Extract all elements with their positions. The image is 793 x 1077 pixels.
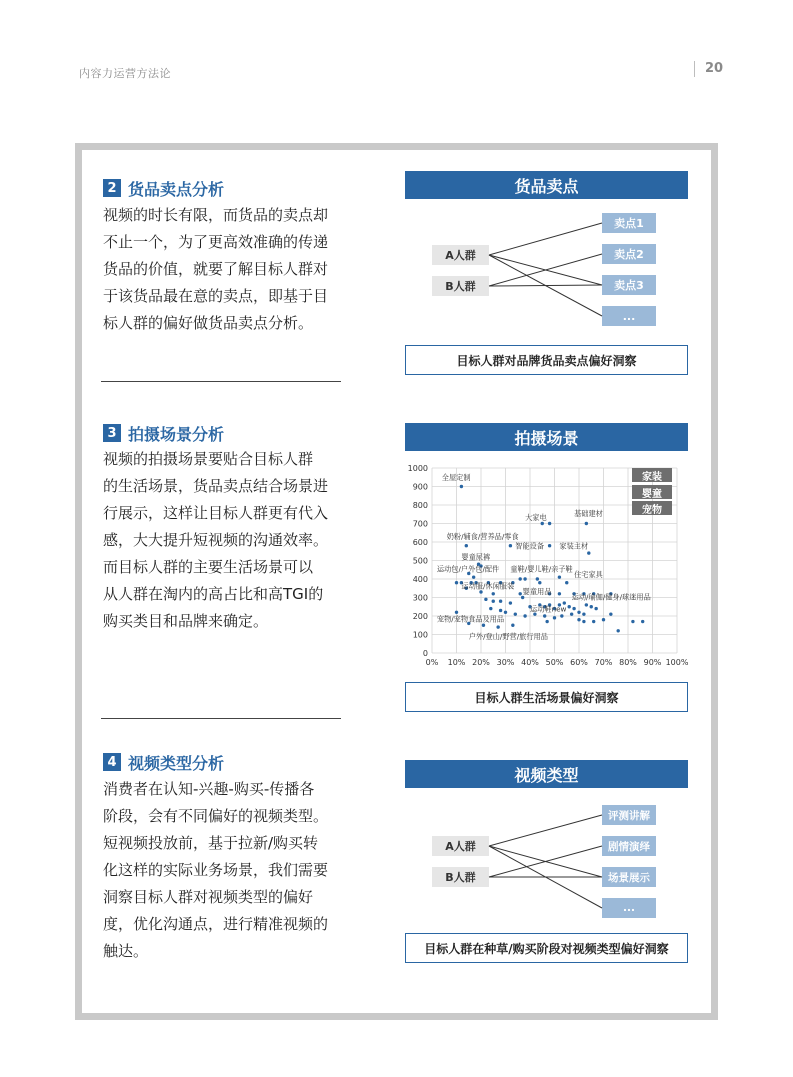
group-b-box: B人群 (432, 276, 489, 296)
body-line: 货品的价值，就要了解目标人群对 (103, 260, 329, 278)
scatter-point (582, 620, 585, 623)
body-line: 从人群在淘内的高占比和高TGI的 (103, 585, 324, 603)
y-tick-label: 400 (412, 575, 428, 584)
body-line: 行展示，这样让目标人群更有代入 (103, 504, 329, 522)
category-label: 智能设备 (515, 541, 545, 551)
scatter-point (609, 612, 612, 615)
scatter-point (558, 592, 561, 595)
body-line: 触达。 (103, 942, 149, 960)
video-type-scene-box: 场景展示 (602, 867, 656, 887)
category-label: 婴童尿裤 (461, 552, 491, 562)
scatter-point (496, 625, 499, 628)
scatter-point (484, 598, 487, 601)
scatter-point (472, 575, 475, 578)
category-label: 奶粉/辅食/营养品/零食 (446, 532, 519, 542)
scatter-point (558, 575, 561, 578)
category-label: 全屋定制 (441, 473, 471, 483)
page-number: 20 (694, 61, 723, 77)
y-tick-label: 600 (412, 538, 428, 547)
category-label: 婴童用品 (522, 586, 552, 596)
x-tick-label: 40% (521, 658, 539, 667)
scene-caption: 目标人群生活场景偏好洞察 (405, 682, 688, 712)
scatter-point (521, 596, 524, 599)
selling-point-1-box: 卖点1 (602, 213, 656, 233)
y-tick-label: 700 (412, 519, 428, 529)
scatter-point (499, 600, 502, 603)
x-tick-label: 90% (643, 658, 662, 667)
category-label: 运动鞋new (530, 604, 567, 614)
body-line: 感，大大提升短视频的沟通效率。 (103, 531, 329, 549)
scatter-point (572, 607, 575, 610)
x-tick-label: 30% (496, 658, 515, 667)
category-label: 宠物/宠物食品及用品 (436, 614, 505, 624)
scatter-point (582, 612, 585, 615)
x-tick-label: 50% (545, 658, 564, 667)
scatter-point (455, 611, 458, 614)
scatter-point (489, 607, 492, 610)
body-line: 消费者在认知-兴趣-购买-传播各 (103, 780, 315, 798)
group-a-box: A人群 (432, 836, 489, 856)
running-header-title: 内容力运营方法论 (79, 67, 171, 80)
x-tick-label: 0% (425, 658, 439, 667)
category-label: 运动/瑜伽/健身/球迷用品 (571, 592, 651, 602)
scatter-point (585, 603, 588, 606)
section-divider (101, 381, 341, 382)
y-tick-label: 500 (412, 556, 428, 566)
category-label: 运动包/户外包/配件 (436, 564, 500, 574)
scatter-point (504, 611, 507, 614)
legend-pets: 宠物 (632, 501, 672, 515)
scatter-point (548, 544, 551, 547)
body-line: 购买类目和品牌来确定。 (103, 612, 269, 630)
category-label: 基础建材 (574, 509, 603, 519)
body-line: 化这样的实际业务场景，我们需要 (103, 861, 329, 879)
section-3-title (103, 422, 224, 444)
scatter-point (617, 629, 620, 632)
legend-home-decor: 家装 (632, 468, 672, 482)
y-tick-label: 1000 (407, 464, 428, 473)
scatter-point (565, 581, 568, 584)
scatter-point (560, 614, 563, 617)
x-tick-label: 70% (594, 658, 613, 667)
body-line: 于该货品最在意的卖点，即基于目 (103, 287, 329, 305)
scatter-point (536, 577, 539, 580)
scatter-point (519, 592, 522, 595)
legend-baby: 婴童 (632, 485, 672, 499)
diagram-header-video-types: 视频类型 (405, 760, 688, 788)
section-heading: 视频类型分析 (128, 753, 225, 773)
scatter-point (568, 605, 571, 608)
scatter-point (492, 592, 495, 595)
section-2-title (103, 177, 224, 199)
section-4-body (103, 776, 348, 965)
selling-point-more-box: ... (602, 306, 656, 326)
scatter-point (585, 522, 588, 525)
body-line: 的生活场景，货品卖点结合场景进 (103, 477, 329, 495)
scatter-point (590, 605, 593, 608)
section-number-badge: 4 (103, 753, 121, 771)
body-line: 洞察目标人群对视频类型的偏好 (103, 888, 314, 906)
section-number-badge: 3 (103, 424, 121, 442)
body-line: 阶段，会有不同偏好的视频类型。 (103, 807, 329, 825)
category-label: 运动服/休闲服装 (461, 581, 515, 591)
y-tick-label: 200 (412, 612, 428, 621)
scatter-point (509, 544, 512, 547)
category-label: 童鞋/婴儿鞋/亲子鞋 (510, 564, 573, 574)
video-type-review-box: 评测讲解 (602, 805, 656, 825)
scatter-point (492, 600, 495, 603)
x-tick-label: 60% (570, 658, 588, 667)
selling-point-2-box: 卖点2 (602, 244, 656, 264)
section-2-body (103, 202, 348, 337)
scatter-point (455, 581, 458, 584)
body-line: 短视频投放前，基于拉新/购买转 (103, 834, 319, 852)
scatter-point (641, 620, 644, 623)
group-b-box: B人群 (432, 867, 489, 887)
scatter-point (543, 614, 546, 617)
scatter-point (577, 618, 580, 621)
y-tick-label: 100 (412, 630, 428, 640)
scatter-point (545, 620, 548, 623)
scatter-point (631, 620, 634, 623)
scatter-point (509, 601, 512, 604)
x-tick-label: 10% (447, 658, 466, 667)
x-tick-label: 20% (472, 658, 490, 667)
x-tick-label: 80% (619, 658, 637, 667)
scatter-point (553, 616, 556, 619)
section-heading: 货品卖点分析 (128, 179, 225, 199)
selling-point-caption: 目标人群对品牌货品卖点偏好洞察 (405, 345, 688, 375)
y-tick-label: 300 (412, 593, 428, 603)
scatter-point (541, 522, 544, 525)
video-type-more-box: ... (602, 898, 656, 918)
scatter-point (592, 620, 595, 623)
y-tick-label: 800 (412, 501, 428, 510)
scatter-point (460, 485, 463, 488)
scatter-point (570, 612, 573, 615)
body-line: 标人群的偏好做货品卖点分析。 (103, 314, 314, 332)
scatter-point (548, 522, 551, 525)
scatter-point (587, 551, 590, 554)
section-divider (101, 718, 341, 719)
section-heading: 拍摄场景分析 (128, 424, 225, 444)
scatter-point (499, 609, 502, 612)
x-tick-label: 100% (665, 658, 688, 667)
y-tick-label: 900 (412, 482, 428, 492)
section-3-body (103, 446, 348, 635)
diagram-header-selling-points: 货品卖点 (405, 171, 688, 199)
category-label: 家装主材 (559, 541, 589, 551)
diagram-header-scenes: 拍摄场景 (405, 423, 688, 451)
body-line: 视频的拍摄场景要贴合目标人群 (103, 450, 314, 468)
scatter-point (514, 612, 517, 615)
group-a-box: A人群 (432, 245, 489, 265)
scatter-point (465, 544, 468, 547)
scatter-point (523, 577, 526, 580)
body-line: 而目标人群的主要生活场景可以 (103, 558, 314, 576)
video-type-caption: 目标人群在种草/购买阶段对视频类型偏好洞察 (405, 933, 688, 963)
scatter-point (577, 611, 580, 614)
body-line: 不止一个，为了更高效准确的传递 (103, 233, 329, 251)
scatter-point (479, 590, 482, 593)
scatter-point (594, 607, 597, 610)
scatter-point (523, 614, 526, 617)
y-tick-label: 0 (422, 649, 428, 658)
section-4-title (103, 751, 224, 773)
scatter-point (519, 577, 522, 580)
body-line: 视频的时长有限，而货品的卖点却 (103, 206, 329, 224)
scatter-point (538, 581, 541, 584)
section-number-badge: 2 (103, 179, 121, 197)
selling-point-3-box: 卖点3 (602, 275, 656, 295)
scatter-point (482, 624, 485, 627)
category-label: 户外/登山/野营/旅行用品 (468, 632, 548, 642)
category-label: 住宅家具 (574, 570, 603, 580)
body-line: 度，优化沟通点，进行精准视频的 (103, 915, 329, 933)
category-label: 大家电 (525, 512, 547, 522)
scatter-point (602, 618, 605, 621)
video-type-drama-box: 剧情演绎 (602, 836, 656, 856)
scatter-point (511, 624, 514, 627)
